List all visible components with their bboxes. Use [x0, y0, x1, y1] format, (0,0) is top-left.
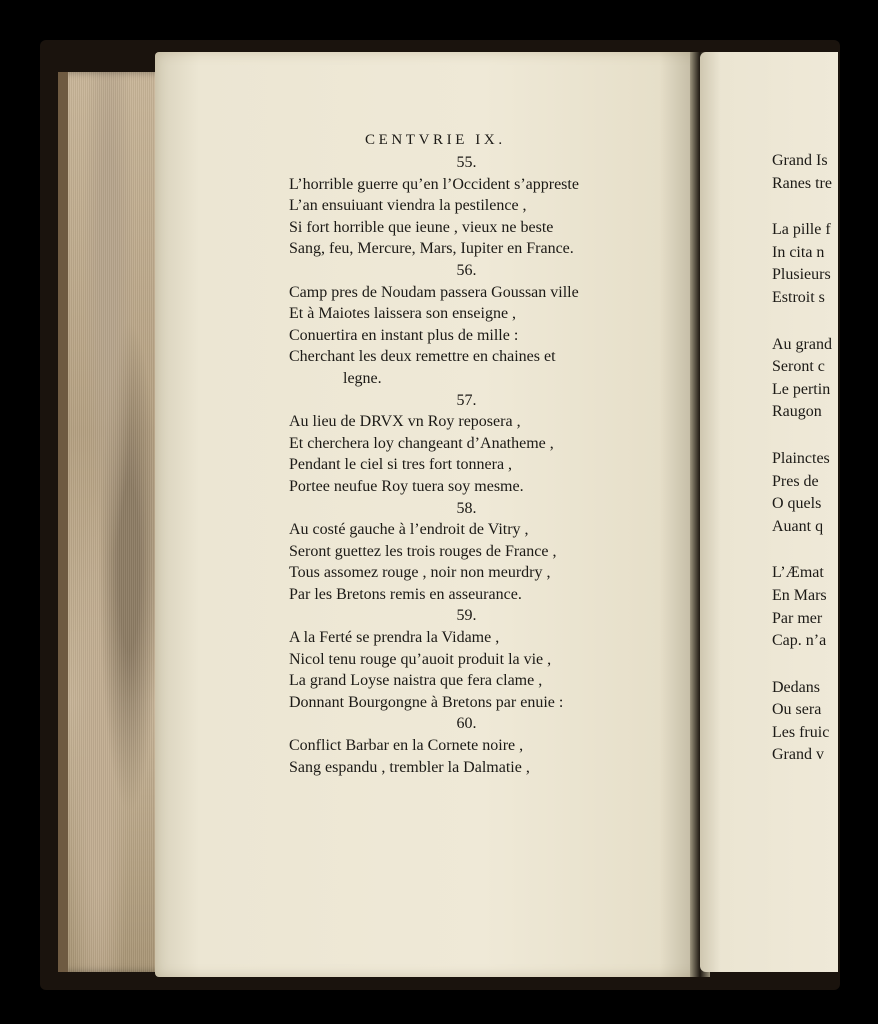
right-verse-fragment: Estroit s [772, 288, 825, 306]
verse-line: Si fort horrible que ieune , vieux ne beste [289, 218, 554, 236]
verse-line: Nicol tenu rouge qu’auoit produit la vie , [289, 650, 552, 668]
right-verse-fragment: Plusieurs [772, 266, 831, 284]
verse-line: Sang espandu , trembler la Dalmatie , [289, 758, 530, 776]
verse-line: Conuertira en instant plus de mille : [289, 326, 519, 344]
quatrain-number: 55. [456, 154, 477, 171]
stanza-gap [772, 538, 832, 562]
right-verse-fragment: L’Æmat [772, 564, 824, 582]
right-verse-fragment: Ranes tre [772, 174, 832, 192]
stanza-gap [772, 653, 832, 677]
right-verse-fragment: En Mars [772, 586, 827, 604]
quatrain-number: 56. [456, 261, 477, 279]
quatrain-number: 60. [456, 715, 477, 733]
verse-line: L’an ensuiuant viendra la pestilence , [289, 197, 527, 215]
right-verse-fragment: Auant q [772, 517, 824, 535]
right-verse-fragment: In cita n [772, 243, 825, 261]
right-verse-fragment: Raugon [772, 403, 822, 421]
right-verse-fragment: La pille f [772, 221, 831, 239]
page-edges-marbled [58, 72, 170, 972]
quatrain-number: 57. [456, 391, 477, 409]
verse-line: Au lieu de DRVX vn Roy reposera , [289, 413, 521, 431]
right-verse-fragment: Dedans [772, 678, 820, 696]
verse-line: Portee neufue Roy tuera soy mesme. [289, 477, 524, 495]
running-header: CENTVRIE IX. [365, 132, 506, 148]
verse-line: Conflict Barbar en la Cornete noire , [289, 737, 524, 755]
right-verse-fragment: Au grand [772, 335, 832, 353]
verse-line: Seront guettez les trois rouges de France , [289, 542, 557, 560]
verse-line: Camp pres de Noudam passera Goussan ville [289, 283, 579, 301]
verse-line: Pendant le ciel si tres fort tonnera , [289, 456, 513, 474]
verse-line: Par les Bretons remis en asseurance. [289, 585, 522, 603]
right-verse-fragment: Par mer [772, 609, 823, 627]
left-page-text [289, 152, 634, 778]
stanza-gap [772, 310, 832, 334]
quatrain-number: 59. [456, 607, 477, 625]
right-verse-fragment: O quels [772, 495, 822, 513]
right-verse-fragment: Grand v [772, 746, 824, 764]
verse-line: La grand Loyse naistra que fera clame , [289, 672, 543, 690]
right-verse-fragment: Ou sera [772, 701, 822, 719]
verse-line: Sang, feu, Mercure, Mars, Iupiter en France. [289, 240, 574, 258]
verse-line: Et à Maiotes laissera son enseigne , [289, 305, 517, 323]
verse-line: legne. [343, 369, 382, 387]
stanza-gap [772, 195, 832, 219]
quatrain-number: 58. [456, 499, 477, 517]
verse-line: Tous assomez rouge , noir non meurdry , [289, 564, 551, 582]
verse-line: Cherchant les deux remettre en chaines et [289, 348, 556, 366]
right-verse-fragment: Les fruic [772, 723, 830, 741]
right-verse-fragment: Plainctes [772, 449, 830, 467]
verse-line: L’horrible guerre qu’en l’Occident s’appreste [289, 175, 579, 193]
right-page-text [772, 150, 832, 767]
verse-line: Et cherchera loy changeant d’Anatheme , [289, 434, 554, 452]
stanza-gap [772, 424, 832, 448]
right-verse-fragment: Seront c [772, 358, 825, 376]
right-verse-fragment: Grand Is [772, 152, 828, 169]
right-verse-fragment: Cap. n’a [772, 632, 827, 650]
verse-line: Au costé gauche à l’endroit de Vitry , [289, 521, 529, 539]
right-verse-fragment: Le pertin [772, 380, 831, 398]
verse-line: Donnant Bourgongne à Bretons par enuie : [289, 693, 564, 711]
right-verse-fragment: Pres de [772, 472, 819, 490]
verse-line: A la Ferté se prendra la Vidame , [289, 629, 500, 647]
